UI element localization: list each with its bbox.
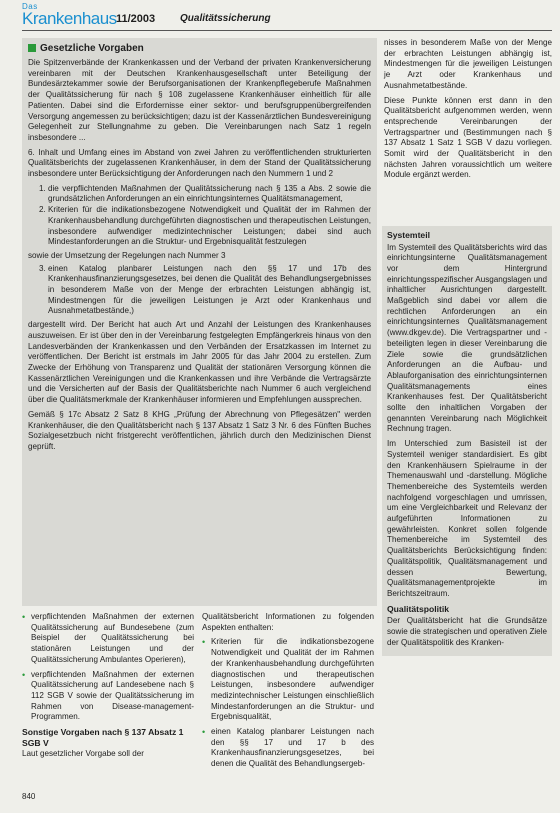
box-list — [28, 264, 371, 318]
paragraph: Qualitätsbericht Informationen zu folgenden Aspekten enthalten: — [202, 612, 374, 632]
paragraph: Im Systemteil des Qualitätsberichts wird das einrichtungsinterne Qualitätsmanagement vor dem Hintergrund einrichtungsspezifischer Ausgangslagen und inhaltlicher Ausrichtungen dargestellt. Maßgeblich sind dabei vor allem die rechtlichen Anforderungen an ein einrichtungsinternes Qualitätsmanagement (www.dkgev.de). Die Vertragspartner und -beteiligten legen in dieser Vereinbarung die Ziele sowie die grundsätzlichen Anforderungen an die Aufbau- und Ablauforganisation des einrichtungsinternen Qualitätsmanagements eines Krankenhauses fest. Der Qualitätsbericht sollte den inhaltlichen Vorgaben der genannten Vereinbarung nach Möglichkeit Rechnung tragen. — [387, 242, 547, 434]
bullet-list — [22, 612, 194, 723]
bullet-list — [202, 637, 374, 769]
section-title: Qualitätssicherung — [180, 13, 271, 24]
logo-prefix: Das — [22, 2, 38, 11]
box-paragraph: Gemäß § 17c Absatz 2 Satz 8 KHG „Prüfung der Abrechnung von Pflegesätzen" werden Krankenhäuser, die den Qualitätsbericht nach § 137 Absatz 1 Satz 3 Nr. 6 des Fünften Buches Sozialgesetzbuch nicht fristgerecht veröffentlichen, jährlich durch den Medizinischen Dienst geprüft. — [28, 409, 371, 451]
list-item: • einen Katalog planbarer Leistungen nach den §§ 17 und 17 b des Krankenhausfinanzierungsgesetzes, bei denen die Qualität des Behandlungsergeb- — [211, 727, 374, 770]
box-title-text: Gesetzliche Vorgaben — [40, 43, 144, 54]
column-2 — [202, 612, 374, 774]
list-item: • Kriterien für die indikationsbezogene Notwendigkeit und Qualität der im Rahmen der Krankenhausbehandlung durchgeführten diagnostischen und therapeutischen Leistungen, insbesondere aufwendiger medizintechnischer Leistungen einschließlich Mindestanforderungen an die Struktur- und Ergebnisqualität, — [211, 637, 374, 723]
box-paragraph: dargestellt wird. Der Bericht hat auch Art und Anzahl der Leistungen des Krankenhauses auszuweisen. Er ist über den in der Vereinbarung festgelegten Empfängerkreis hinaus von den Landesverbänden der Krankenkassen und den Verbänden der Ersatzkassen im Internet zu veröffentlichen. Der Bericht ist erstmals im Jahr 2005 für das Jahr 2004 zu erstellen. Zum Zwecke der Erhöhung von Transparenz und Qualität der stationären Versorgung können die Kassenärztlichen Vereinigungen und die Krankenkassen und ihre Verbände die Vertragsärzte und die Versicherten auf der Basis der Qualitätsberichte nach Nummer 6 auch vergleichend über die Qualitätsmerkmale der Krankenhäuser informieren und Empfehlungen aussprechen. — [28, 320, 371, 405]
legal-box — [22, 38, 377, 606]
box-paragraph: Die Spitzenverbände der Krankenkassen und der Verband der privaten Krankenversicherung vereinbaren mit der Deutschen Krankenhausgesellschaft unter Beteiligung der Bundesärztekammer sowie der Berufsorganisationen der Krankenpflegeberufe Maßnahmen der Qualitätssicherung für nach § 108 zugelassene Krankenhäuser einheitlich für alle Patienten. Dabei sind die Erfordernisse einer sektor- und berufsgruppenübergreifenden Versorgung angemessen zu berücksichtigen; dazu ist der Kassenärztlichen Bundesvereinigung Gelegenheit zur Stellungnahme zu geben. Die Vereinbarungen nach Satz 1 regeln insbesondere ... — [28, 58, 371, 142]
header-rule — [22, 30, 552, 31]
paragraph: Im Unterschied zum Basisteil ist der Systemteil weniger standardisiert. Es gibt den Krankenhäusern Spielraume in der Themenauswahl und -darstellung. Mögliche Themenbereiche des Systemteils werden nachfolgend vorgeschlagen und umrissen, um eine Vergleichbarkeit und Relevanz der aufgeführten Informationen zu gewährleisten. Konkret sollen folgende Themenbereiche im Systemteil des Qualitätsberichts Berücksichtigung finden: Qualitätspolitik, Qualitätsmanagement und dessen Bewertung, Qualitätsmanagementprojekte im Berichtszeitraum. — [387, 439, 547, 598]
subheading: Systemteil — [387, 230, 430, 240]
paragraph: nisses in besonderem Maße von der Menge der erbrachten Leistungen abhängig ist, Mindestmengen für die jeweiligen Leistungen je Arzt oder Krankenhaus und Ausnahmetatbestände. — [384, 38, 552, 90]
box-paragraph: 6. Inhalt und Umfang eines im Abstand von zwei Jahren zu veröffentlichenden strukturierten Qualitätsberichts der zugelassenen Krankenhäuser, in dem der Stand der Qualitätssicherung insbesondere unter Berücksichtigung der Anforderungen nach den Nummern 1 und 2 — [28, 147, 371, 179]
page-number: 840 — [22, 792, 36, 801]
column-1 — [22, 612, 194, 764]
list-item: 1. die verpflichtenden Maßnahmen der Qualitätssicherung nach § 135 a Abs. 2 sowie die grundsätzlichen Anforderungen an ein einrichtungsinternes Qualitätsmanagement, — [48, 184, 371, 205]
list-item: • verpflichtenden Maßnahmen der externen Qualitätssicherung auf Landesebene nach § 112 SGB V sowie der Qualitätssicherung im Rahmen von Disease-management-Programmen. — [31, 670, 194, 724]
issue-number: 11/2003 — [116, 13, 156, 25]
list-item: • verpflichtenden Maßnahmen der externen Qualitätssicherung auf Bundesebene (zum Beispiel der Qualitätssicherung bei stationären Leistungen und der Qualitätssicherung Ambulantes Operieren), — [31, 612, 194, 666]
list-item: 3. einen Katalog planbarer Leistungen nach den §§ 17 und 17b des Krankenhausfinanzierungsgesetzes, bei denen die Qualität des Behandlungsergebnisses in besonderem Maße von der Menge der erbrachten Leistungen abhängig ist, Mindestmengen für die jeweiligen Leistungen je Arzt oder Krankenhaus und Ausnahmetatbestände,) — [48, 264, 371, 318]
journal-logo: Krankenhaus — [22, 9, 117, 28]
systemteil-box — [382, 226, 552, 656]
paragraph: Laut gesetzlicher Vorgabe soll der — [22, 749, 144, 759]
column-3 — [384, 38, 552, 185]
paragraph: Der Qualitätsbericht hat die Grundsätze sowie die strategischen und operativen Ziele der Qualitätspolitik des Kranken- — [387, 616, 547, 647]
paragraph: Diese Punkte können erst dann in den Qualitätsbericht aufgenommen werden, wenn entsprechende Vereinbarungen der Vertragspartner und (Bestimmungen nach § 137 Absatz 1 Satz 1 SGB V dazu vorliegen. Somit wird der Qualitätsbericht in den nächsten Jahren voraussichtlich um weitere Module ergänzt werden. — [384, 95, 552, 180]
green-square-icon — [28, 44, 36, 52]
list-item: 2. Kriterien für die indikationsbezogene Notwendigkeit und Qualität der im Rahmen der Krankenhausbehandlung durchgeführten diagnostischen und therapeutischen Leistungen, insbesondere aufwendiger medizintechnischer Leistungen; dabei sind auch Mindestanforderungen an die Struktur- und Ergebnisqualität festzulegen — [48, 205, 371, 248]
page-header — [0, 0, 560, 30]
box-list — [28, 184, 371, 248]
subheading: Qualitätspolitik — [387, 603, 450, 614]
box-paragraph: sowie der Umsetzung der Regelungen nach Nummer 3 — [28, 250, 226, 260]
subheading: Sonstige Vorgaben nach § 137 Absatz 1 SGB V — [22, 727, 184, 748]
box-title — [28, 43, 371, 55]
